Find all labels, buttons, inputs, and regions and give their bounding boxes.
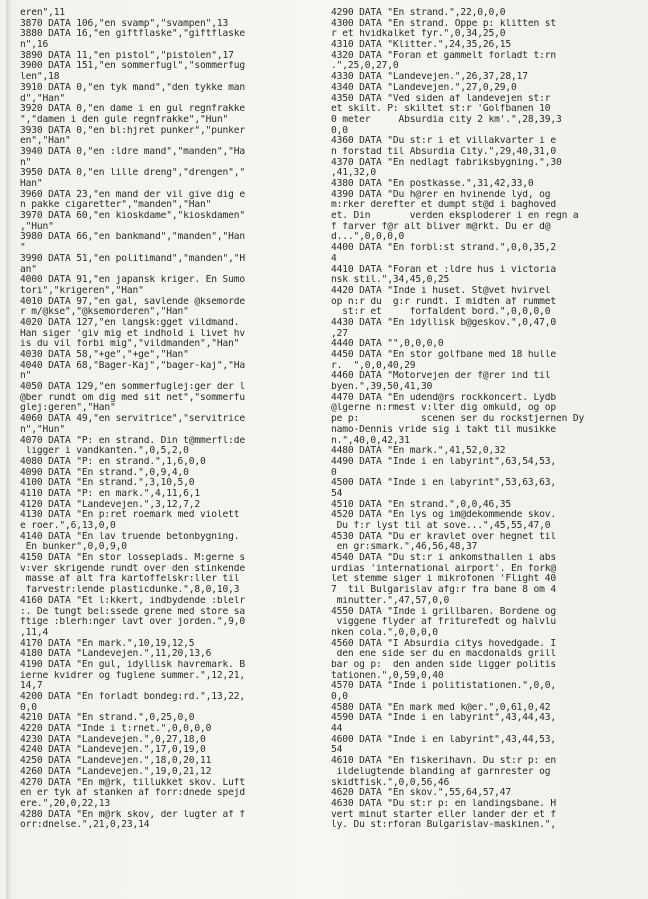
listing-line: 4 (331, 253, 337, 264)
listing-line: orr:dnelse.",21,0,23,14 (20, 820, 150, 831)
listing-line: ere.",20,0,22,13 (20, 798, 111, 809)
listing-line: d","Han" (20, 93, 66, 104)
listing-line: op n:r du g:r rundt. I midten af rummet (331, 296, 557, 307)
listing-line: 4380 DATA "En postkasse.",31,42,33,0 (331, 179, 534, 189)
listing-line: ,41,32,0 (331, 168, 377, 179)
listing-line: masse af alt fra kartoffelskr:ller til (20, 574, 240, 585)
listing-line: 4340 DATA "Landevejen.",27,0,29,0 (331, 82, 517, 93)
listing-line: en er tyk af stanken af forr:dnede spejd (20, 788, 246, 799)
listing-line: 4280 DATA "En m@rk skov, der lugter af f (20, 809, 246, 820)
listing-line: 4190 DATA "En gul, idyllisk havremark. B (20, 659, 246, 670)
listing-line: glej:geren","Han" (20, 403, 116, 414)
listing-line: 4110 DATA "P: en mark.",4,11,6,1 (20, 488, 201, 499)
listing-line: 4270 DATA "En m@rk, tillukket skov. Luft (20, 777, 246, 788)
listing-line: @lgerne n:rmest v:lter dig omkuld, og op (331, 403, 557, 414)
listing-line: 4030 DATA 58,"+ge","+ge","Han" (20, 350, 189, 360)
listing-line: farvestr:lende plasticdunke.",8,0,10,3 (20, 585, 240, 596)
listing-line: 4630 DATA "Du st:r p: en landingsbane. H (331, 798, 557, 809)
listing-line: 4580 DATA "En mark med k@er.",0,61,0,42 (331, 702, 551, 713)
listing-line: minutter.",47,57,0,0 (331, 595, 450, 606)
listing-line: 7 til Bulgarislav afg:r fra bane 8 om 4 (331, 585, 557, 596)
listing-line: 4290 DATA "En strand.",22,0,0,0 (331, 8, 506, 18)
listing-line: ,"Hun" (20, 221, 54, 232)
right-column-listing (331, 8, 636, 831)
listing-line: v:ver skrigende rundt over den stinkende (20, 563, 246, 574)
listing-line: 4570 DATA "Inde i politistationen.",0,0, (331, 681, 557, 692)
listing-line: r m/@kse","@ksemorderen","Han" (20, 307, 189, 318)
listing-line: vert minut starter eller lander der et f (331, 809, 557, 820)
listing-line: 4600 DATA "Inde i en labyrint",43,44,53, (331, 734, 557, 745)
listing-line: 4330 DATA "Landevejen.",26,37,28,17 (331, 72, 528, 83)
listing-line: 4100 DATA "En strand.",3,10,5,0 (20, 478, 195, 489)
listing-line: is du vil forbi mig","vildmanden","Han" (20, 339, 240, 350)
listing-line: 4130 DATA "En p:ret roemark med violett (20, 510, 240, 521)
listing-line: 4050 DATA 129,"en sommerfuglej:ger der l (20, 382, 246, 393)
listing-line: " (20, 243, 26, 254)
listing-line: 4590 DATA "Inde i en labyrint",43,44,43, (331, 713, 557, 724)
listing-line: n" (20, 157, 32, 168)
listing-line: byen.",39,50,41,30 (331, 382, 433, 393)
listing-line: 4240 DATA "Landevejen.",17,0,19,0 (20, 745, 206, 756)
listing-line: r. ",0,0,40,29 (331, 360, 416, 371)
listing-line: 44 (331, 724, 343, 735)
listing-line: 4450 DATA "En stor golfbane med 18 hulle (331, 350, 557, 360)
listing-line: et. Din verden eksploderer i en regn a (331, 211, 579, 222)
listing-line: 4070 DATA "P: en strand. Din t@mmerfl:de (20, 435, 246, 446)
listing-line: Du f:r lyst til at sove...",45,55,47,0 (331, 521, 551, 531)
listing-line: 3910 DATA 0,"en tyk mand","den tykke man (20, 82, 246, 93)
listing-line: 3890 DATA 11,"en pistol","pistolen",17 (20, 50, 234, 61)
listing-line: 4220 DATA "Inde i t:rnet.",0,0,0,0 (20, 724, 212, 735)
listing-line: 3980 DATA 66,"en bankmand","manden","Han (20, 232, 246, 243)
listing-line: 4470 DATA "En udend@rs rockkoncert. Lydb (331, 392, 557, 403)
listing-line: ildelugtende blanding af garnrester og (331, 766, 551, 777)
left-column-listing (20, 8, 320, 831)
listing-line: 4560 DATA "I Absurdia citys hovedgade. I (331, 638, 557, 649)
listing-line: 0 (331, 467, 337, 478)
listing-line: 4400 DATA "En forbl:st strand.",0,0,35,2 (331, 243, 557, 254)
listing-line: 3880 DATA 16,"en giftflaske","giftflaske (20, 29, 246, 40)
listing-line: 0,0 (20, 702, 37, 713)
listing-line: n",16 (20, 40, 49, 51)
listing-line: 4300 DATA "En strand. Oppe p: klitten st (331, 18, 557, 29)
listing-line: 4150 DATA "En stor losseplads. M:gerne s (20, 553, 246, 564)
listing-line: 4520 DATA "En lys og im@dekommende skov. (331, 510, 557, 521)
listing-line: 3930 DATA 0,"en bl:hjret punker","punker (20, 125, 246, 136)
listing-line: ,27 (331, 328, 348, 339)
listing-line: m:rker derefter et dumpt st@d i baghoved (331, 200, 557, 211)
listing-line: an" (20, 264, 37, 275)
listing-line: let stemme siger i mikrofonen 'Flight 40 (331, 574, 557, 585)
listing-line: nken cola.",0,0,0,0 (331, 627, 438, 638)
listing-line: En bunker",0,0,9,0 (20, 542, 127, 553)
listing-line: 4420 DATA "Inde i huset. St@vet hvirvel (331, 285, 551, 296)
listing-line: bar og p: den anden side ligger politis (331, 659, 557, 670)
listing-line: 4120 DATA "Landevejen.",3,12,7,2 (20, 499, 201, 510)
listing-line: tationen.",0,59,0,40 (331, 670, 444, 681)
listing-line: nsk stil.",34,45,0,25 (331, 275, 450, 286)
listing-line: 4160 DATA "Et l:kkert, indbydende :blelr (20, 595, 246, 606)
listing-line: st:r et forfaldent bord.",0,0,0,0 (331, 307, 551, 318)
listing-line: 3960 DATA 23,"en mand der vil give dig e (20, 189, 246, 200)
listing-line: 4210 DATA "En strand.",0,25,0,0 (20, 713, 195, 724)
page-fold-shadow (6, 0, 12, 899)
listing-line: n pakke cigaretter","manden","Han" (20, 200, 212, 211)
listing-line: :. De tungt bel:ssede grene med store sa (20, 606, 246, 617)
listing-line: ","damen i den gule regnfrakke","Hun" (20, 114, 229, 125)
listing-line: 4320 DATA "Foran et gammelt forladt t:rn (331, 50, 557, 61)
listing-line: n","Hun" (20, 424, 66, 435)
listing-line: 4260 DATA "Landevejen.",19,0,21,12 (20, 766, 212, 777)
listing-line: 4310 DATA "Klitter.",24,35,26,15 (331, 40, 512, 51)
listing-line: 4060 DATA 49,"en servitrice","servitrice (20, 414, 246, 425)
listing-line: 14,7 (20, 681, 43, 692)
listing-line: 4540 DATA "Du st:r i ankomsthallen i abs (331, 553, 557, 564)
listing-line: @ber rundt om dig med sit net","sommerfu (20, 392, 246, 403)
listing-line: 3900 DATA 151,"en sommerfugl","sommerfug (20, 61, 246, 72)
listing-line: 3990 DATA 51,"en politimand","manden","H (20, 253, 246, 264)
listing-line: e roer.",6,13,0,0 (20, 521, 116, 531)
listing-line: namo-Dennis vride sig i takt til musikke (331, 424, 557, 435)
listing-line: 54 (331, 488, 343, 499)
listing-line: ierne kvidrer og fuglene summer.",12,21, (20, 670, 246, 681)
listing-line: et skilt. P: skiltet st:r 'Golfbanen 10 (331, 104, 551, 115)
listing-line: en","Han" (20, 136, 71, 147)
listing-line: n.",40,0,42,31 (331, 435, 410, 446)
listing-line: pe p: scenen ser du rockstjernen Dy (331, 414, 585, 425)
listing-line: 4020 DATA 127,"en langsk:gget vildmand. (20, 317, 240, 328)
listing-line: 4010 DATA 97,"en gal, savlende @ksemorde (20, 296, 246, 307)
listing-line: 4250 DATA "Landevejen.",18,0,20,11 (20, 756, 212, 767)
listing-line: 4430 DATA "En idyllisk b@geskov.",0,47,0 (331, 317, 557, 328)
listing-line: 4370 DATA "En nedlagt fabriksbygning.",30 (331, 157, 562, 168)
listing-line: den ene side ser du en macdonalds grill (331, 649, 557, 660)
listing-line: 4460 DATA "Motorvejen der f@rer ind til (331, 371, 551, 382)
listing-line: len",18 (20, 72, 60, 83)
listing-line: 54 (331, 745, 343, 756)
listing-line: Han" (20, 179, 43, 189)
listing-line: 4440 DATA "",0,0,0,0 (331, 339, 444, 350)
listing-line: 4170 DATA "En mark.",10,19,12,5 (20, 638, 195, 649)
listing-line: 4200 DATA "En forladt bondeg:rd.",13,22, (20, 692, 246, 702)
listing-line: .",25,0,27,0 (331, 61, 399, 72)
listing-line: ftige :blerh:nger lavt over jorden.",9,0 (20, 617, 246, 628)
listing-line: 4230 DATA "Landevejen.",0,27,18,0 (20, 734, 206, 745)
listing-line: 4360 DATA "Du st:r i et villakvarter i e (331, 136, 557, 147)
listing-line: 4350 DATA "Ved siden af landevejen st:r (331, 93, 551, 104)
listing-line: 4620 DATA "En skov.",55,64,57,47 (331, 788, 512, 799)
listing-line: 0,0 (331, 125, 348, 136)
listing-line: 3940 DATA 0,"en :ldre mand","manden","Ha (20, 146, 246, 157)
listing-line: en gr:smark.",46,56,48,37 (331, 542, 478, 553)
listing-line: viggene flyder af friturefedt og halvlu (331, 617, 557, 628)
listing-line: 4410 DATA "Foran et :ldre hus i victoria (331, 264, 557, 275)
listing-line: ligger i vandkanten.",0,5,2,0 (20, 446, 189, 457)
listing-line: 4490 DATA "Inde i en labyrint",63,54,53, (331, 456, 557, 467)
listing-line: ly. Du st:rforan Bulgarislav-maskinen.", (331, 820, 557, 831)
listing-line: 4390 DATA "Du h@rer en hvinende lyd, og (331, 189, 551, 200)
listing-line: eren",11 (20, 8, 66, 18)
listing-line: tori","krigeren","Han" (20, 285, 144, 296)
listing-line: 3950 DATA 0,"en lille dreng","drengen"," (20, 168, 246, 179)
listing-line: ,11,4 (20, 627, 49, 638)
listing-line: 0,0 (331, 692, 348, 702)
listing-line: urdias 'international airport'. En fork@ (331, 563, 557, 574)
listing-line: 4180 DATA "Landevejen.",11,20,13,6 (20, 649, 212, 660)
listing-line: 0 meter Absurdia city 2 km'.",28,39,3 (331, 114, 562, 125)
listing-line: 4080 DATA "P: en strand.",1,6,0,0 (20, 456, 206, 467)
listing-line: 4610 DATA "En fiskerihavn. Du st:r p: en (331, 756, 557, 767)
listing-line: 3970 DATA 60,"en kioskdame","kioskdamen" (20, 211, 246, 222)
listing-line: Han siger 'giv mig et indhold i livet hv (20, 328, 246, 339)
listing-line: f farver f@r alt bliver m@rkt. Du er d@ (331, 221, 551, 232)
listing-line: 4090 DATA "En strand.",0,9,4,0 (20, 467, 189, 478)
listing-line: 4510 DATA "En strand.",0,0,46,35 (331, 499, 512, 510)
listing-line: 4550 DATA "Inde i grillbaren. Bordene og (331, 606, 557, 617)
listing-line: 4500 DATA "Inde i en labyrint",53,63,63, (331, 478, 557, 489)
listing-line: 4140 DATA "En lav truende betonbygning. (20, 531, 240, 542)
listing-line: n forstad til Absurdia City.",29,40,31,0 (331, 146, 557, 157)
listing-line: r et hvidkalket fyr.",0,34,25,0 (331, 29, 506, 40)
listing-line: 4000 DATA 91,"en japansk kriger. En Sumo (20, 275, 246, 286)
listing-line: d...",0,0,0,0 (331, 232, 405, 243)
listing-line: 4530 DATA "Du er kravlet over hegnet til (331, 531, 557, 542)
listing-line: skidtfisk.",0,0,56,46 (331, 777, 450, 788)
listing-line: 4480 DATA "En mark.",41,52,0,32 (331, 446, 506, 457)
listing-line: n" (20, 371, 32, 382)
listing-line: 4040 DATA 68,"Bager-Kaj","bager-kaj","Ha (20, 360, 246, 371)
listing-line: 3920 DATA 0,"en dame i en gul regnfrakke (20, 104, 246, 115)
listing-line: 3870 DATA 106,"en svamp","svampen",13 (20, 18, 229, 29)
